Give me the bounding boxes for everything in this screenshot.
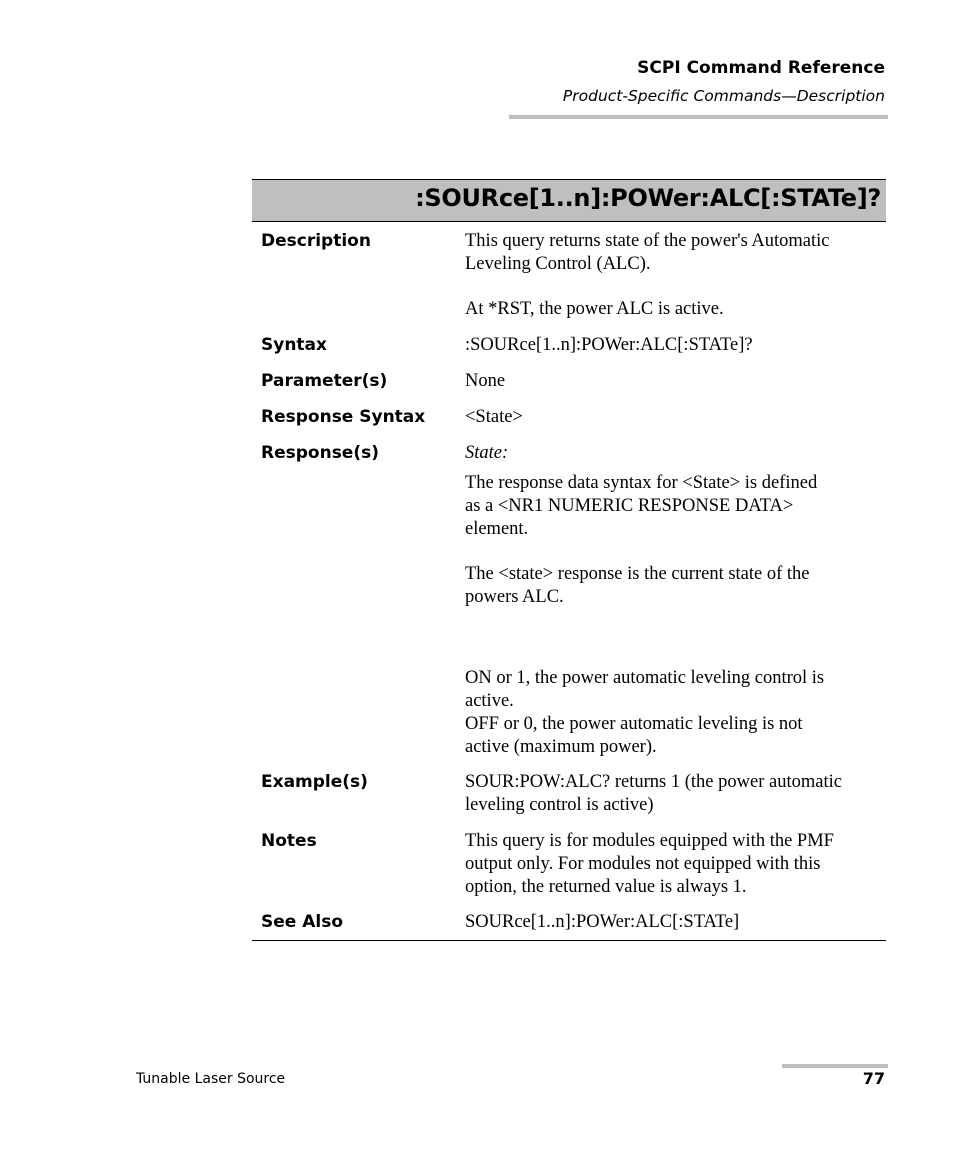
examples-text (465, 771, 883, 817)
notes-text (465, 830, 883, 899)
table-bottom-rule (252, 940, 886, 941)
response-line: powers ALC. (465, 587, 564, 607)
description-line: At *RST, the power ALC is active. (465, 299, 724, 319)
response-line: element. (465, 519, 529, 539)
response-line: active. (465, 691, 514, 711)
footer-document-title: Tunable Laser Source (136, 1071, 286, 1087)
label-parameters: Parameter(s) (261, 371, 388, 391)
response-line: The response data syntax for <State> is defined (465, 473, 818, 493)
command-title-bar (252, 179, 886, 222)
description-line: This query returns state of the power's Automatic (465, 231, 830, 251)
response-line: as a <NR1 NUMERIC RESPONSE DATA> (465, 496, 794, 516)
label-response-syntax: Response Syntax (261, 407, 426, 427)
notes-line: output only. For modules not equipped with this (465, 854, 821, 874)
header-rule (509, 115, 888, 119)
label-see-also: See Also (261, 912, 344, 932)
response-line: active (maximum power). (465, 737, 657, 757)
running-header-title: SCPI Command Reference (637, 58, 885, 78)
see-also-text: SOURce[1..n]:POWer:ALC[:STATe] (465, 912, 740, 932)
label-syntax: Syntax (261, 335, 327, 355)
parameters-text: None (465, 371, 506, 391)
response-line: The <state> response is the current state of the (465, 564, 810, 584)
syntax-text: :SOURce[1..n]:POWer:ALC[:STATe]? (465, 335, 753, 355)
label-responses: Response(s) (261, 443, 379, 463)
command-title: :SOURce[1..n]:POWer:ALC[:STATe]? (415, 184, 881, 212)
description-line: Leveling Control (ALC). (465, 254, 651, 274)
example-line: SOUR:POW:ALC? returns 1 (the power automatic (465, 772, 842, 792)
response-param-name: State: (465, 443, 509, 463)
label-examples: Example(s) (261, 772, 368, 792)
label-description: Description (261, 231, 371, 251)
running-header-subtitle: Product-Specific Commands—Description (562, 87, 885, 105)
description-text (465, 230, 883, 321)
example-line: leveling control is active) (465, 795, 654, 815)
page-number: 77 (862, 1069, 885, 1088)
notes-line: This query is for modules equipped with the PMF (465, 831, 834, 851)
footer-rule (782, 1064, 888, 1068)
notes-line: option, the returned value is always 1. (465, 877, 747, 897)
response-line: OFF or 0, the power automatic leveling is not (465, 714, 803, 734)
response-line: ON or 1, the power automatic leveling control is (465, 668, 825, 688)
response-syntax-text: <State> (465, 407, 523, 427)
label-notes: Notes (261, 831, 317, 851)
responses-text (465, 442, 883, 759)
